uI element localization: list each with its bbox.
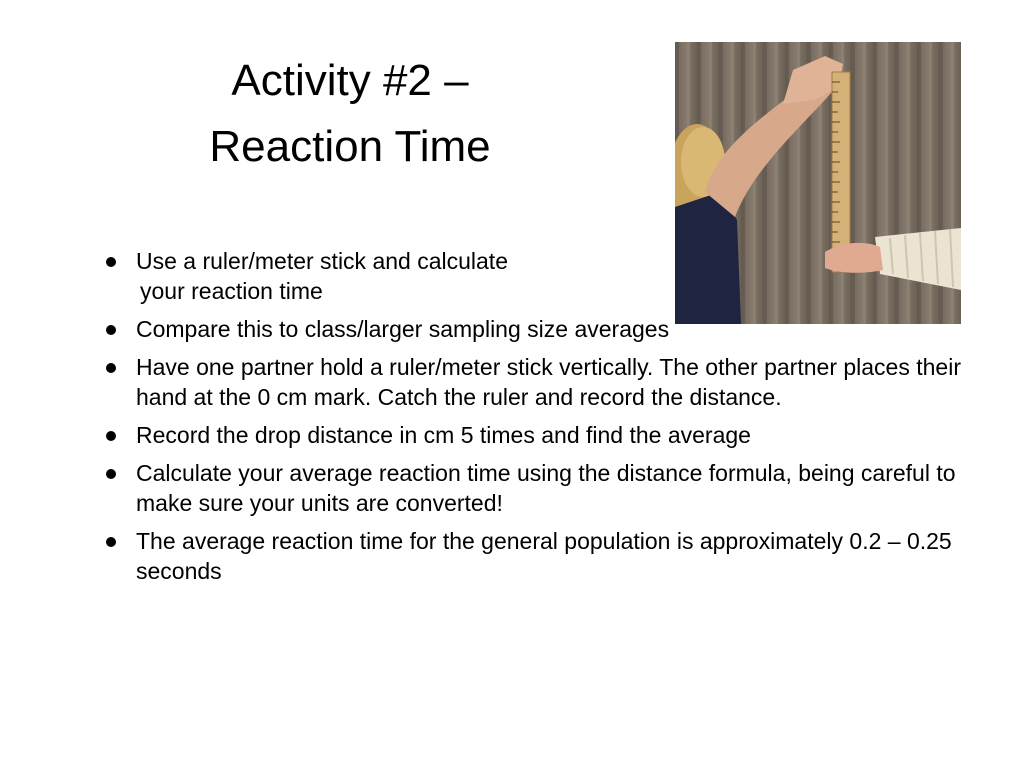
slide-title-line-1: Activity #2 –	[231, 56, 469, 105]
bullet-text: The average reaction time for the general population is approximately 0.2 – 0.25 seconds	[136, 528, 952, 584]
bullet-text: Have one partner hold a ruler/meter stick vertically. The other partner places their hand at the 0 cm mark. Catch the ruler and record the distance.	[136, 354, 961, 410]
bullet-item	[104, 458, 964, 518]
bullet-text: Compare this to class/larger sampling size averages	[136, 316, 670, 342]
bullet-text: Calculate your average reaction time using the distance formula, being careful to make sure your units are converted!	[136, 460, 956, 516]
bullet-item	[104, 420, 964, 450]
bullet-item	[104, 352, 964, 412]
bullet-item	[104, 314, 964, 344]
slide-title	[130, 48, 570, 180]
slide-title-line-2: Reaction Time	[209, 122, 491, 171]
bullet-text: Record the drop distance in cm 5 times and find the average	[136, 422, 751, 448]
bullet-item	[104, 246, 676, 306]
bullet-dot	[106, 469, 116, 479]
bullet-item	[104, 526, 964, 586]
bullet-dot	[106, 257, 116, 267]
bullet-text: Use a ruler/meter stick and calculate	[136, 248, 508, 274]
bullet-dot	[106, 537, 116, 547]
bullet-text-continuation: your reaction time	[140, 278, 323, 304]
bullet-dot	[106, 363, 116, 373]
bullet-dot	[106, 431, 116, 441]
bullet-dot	[106, 325, 116, 335]
bullet-list	[104, 246, 964, 594]
